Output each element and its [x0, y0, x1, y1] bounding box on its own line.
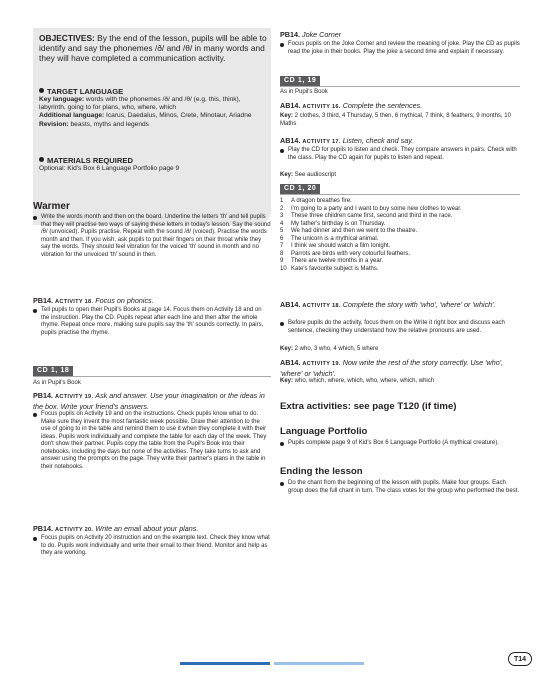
ab-ref: AB14.: [280, 358, 301, 367]
pb14-activity18-text: Tell pupils to open their Pupil's Books at page 14. Focus them on Activity 18 and on the instruction. Play the CD. Pupils repeat after each line and then after the whole rhyme. Repeat once more, making sure pupils say the 'th' sounds correctly. In pairs, pupils practise the rhyme.: [33, 307, 271, 337]
item-text: I think we should watch a film tonight.: [291, 243, 391, 249]
item-number: 5: [280, 228, 284, 234]
target-language-heading: TARGET LANGUAGE: [47, 87, 124, 96]
materials-section: [39, 156, 267, 173]
item-number: 1: [280, 198, 284, 204]
bullet-icon: [39, 157, 44, 162]
revision-text: beasts, myths and legends: [68, 120, 149, 128]
item-number: 8: [280, 250, 284, 257]
pb14-activity19-text: Focus pupils on Activity 19 and on the instructions. Check pupils know what to do. Make sure they invent the most fantastic week possible. Draw their attention to the use of going to in the table and remind them to use it when they complete it with their ideas. Pupils work individually and complete the table for each day of the week. They don't show their partner. Pupils copy the table from the Pupil's Book into their notebooks, including the days but none of the activities. They take turns to ask and answer using the prompts on the page. They write their partner's plans in the table in their notebooks.: [33, 411, 271, 471]
language-portfolio-text: Pupils complete page 9 of Kid's Box 6 Language Portfolio (A mythical creature).: [280, 440, 520, 448]
cd-1-18-note: As in Pupil's Book: [33, 380, 81, 386]
item-text: A dragon breathes fire.: [291, 198, 352, 204]
page-number: T14: [508, 652, 532, 666]
warmer-text: Write the words month and then on the board. Underline the letters 'th' and tell pupils that they will practise two ways of saying these letters in today's lesson. Say the sound /θ/ (unvoiced). Pupils practise. Repeat with the sound /ð/ (voiced). Practise the words month and then. If you wish, ask pupils to put their fingers on their throat while they say the words. They should feel vibration for the voiced 'th' sound in month and no vibration for the unvoiced 'th' sound in then.: [33, 214, 271, 259]
activity-label: ACTIVITY 18.: [54, 299, 94, 305]
audioscript-item: [280, 206, 520, 214]
additional-language-label: Additional language:: [39, 112, 105, 120]
pb14-activity19-heading: [33, 391, 271, 411]
item-text: I'm going to a party and I want to buy some new clothes to wear.: [291, 205, 462, 212]
ab14-activity17-heading: [280, 136, 520, 147]
extra-activities-heading: Extra activities: see page T120 (if time): [280, 401, 457, 412]
item-text: There are twelve months in a year.: [291, 258, 384, 264]
audioscript-list: [280, 198, 520, 273]
pb14-activity20-text: Focus pupils on Activity 20 instruction and on the example text. Check they know what to do. Pupils work individually and write their email to their friend. Monitor and help as they are working.: [33, 535, 271, 558]
activity-label: ACTIVITY 19.: [54, 394, 94, 400]
language-portfolio-heading: Language Portfolio: [280, 426, 368, 437]
additional-language-text: Icarus, Daedalus, Minos, Crete, Minotaur, Ariadne: [104, 112, 252, 120]
pb14-activity20-heading: [33, 524, 271, 535]
pb-ref: PB14.: [33, 391, 53, 400]
key-text: See audioscript: [293, 172, 337, 178]
key-label: Key:: [280, 378, 294, 384]
ab-ref: AB14.: [280, 101, 301, 110]
item-number: 7: [280, 243, 284, 249]
key-label: Key:: [280, 346, 294, 352]
ab-ref: AB14.: [280, 136, 301, 145]
cd-underline: [280, 86, 520, 87]
item-text: These three children came first, second and third in the race.: [291, 213, 453, 219]
activity-label: ACTIVITY 20.: [54, 527, 94, 533]
item-number: 10: [280, 265, 287, 272]
activity-label: ACTIVITY 16.: [302, 104, 341, 110]
ending-lesson-text: Do the chant from the beginning of the lesson with pupils. Make four groups. Each group does the full chant in turn. The class votes for the group who performed the best.: [280, 480, 520, 495]
activity-label: ACTIVITY 19.: [302, 361, 341, 367]
joke-corner-text: Focus pupils on the Joke Corner and review the meaning of joke. Play the CD as pupils read the joke in their books. Play the joke a second time and explain if necessary.: [280, 41, 520, 56]
audioscript-item: [280, 258, 520, 266]
key-label: Key:: [280, 172, 294, 178]
joke-corner-heading: [280, 30, 520, 39]
audioscript-item: [280, 213, 520, 221]
activity-title: Focus on phonics.: [95, 296, 154, 305]
cd-1-19-note: As in Pupil's Book: [280, 89, 328, 95]
activity-label: ACTIVITY 17.: [302, 139, 341, 145]
materials-heading: MATERIALS REQUIRED: [47, 156, 133, 165]
materials-text: Optional: Kid's Box 6 Language Portfolio page 9: [39, 165, 180, 172]
audioscript-item: [280, 243, 520, 251]
ab14-activity18-key: [280, 346, 520, 354]
key-language-text: words with the phonemes /ð/ and /θ/ (e.g. this, think), labyrinth, going to for plans, who, where, which: [39, 96, 241, 112]
activity-label: ACTIVITY 18.: [302, 303, 341, 309]
cd-1-18-badge: CD 1, 18: [33, 366, 73, 376]
item-text: We had dinner and then we went to the theatre.: [291, 228, 418, 234]
pb-ref: PB14.: [33, 524, 53, 533]
key-text: 2 who, 3 who, 4 which, 5 where: [293, 346, 379, 352]
key-language-label: Key language:: [39, 96, 85, 103]
key-label: Key:: [280, 113, 294, 119]
item-number: 2: [280, 205, 284, 212]
item-text: My father's birthday is on Thursday.: [291, 220, 386, 227]
objectives-block: [39, 33, 267, 64]
activity-title: Now write the rest of the story correctly. Use 'who', 'where' or 'which'.: [280, 358, 504, 378]
pb-ref: PB14.: [33, 296, 53, 305]
revision-label: Revision:: [39, 120, 69, 128]
target-language-section: [39, 87, 267, 129]
item-number: 3: [280, 213, 284, 219]
ab-ref: AB14.: [280, 300, 301, 309]
pb-ref: PB14.: [280, 30, 300, 39]
item-number: 9: [280, 258, 284, 264]
ab14-activity17-key: [280, 172, 520, 180]
item-text: The unicorn is a mythical animal.: [291, 235, 379, 242]
ab14-activity16-heading: [280, 101, 520, 112]
activity-title: Complete the story with 'who', 'where' or 'which'.: [342, 300, 496, 309]
key-text: 2 clothes, 3 third, 4 Thursday, 5 then, 6 mythical, 7 think, 8 feathers, 9 months, 10 Maths: [280, 113, 511, 127]
warmer-heading: Warmer: [33, 201, 70, 212]
activity-title: Listen, check and say.: [342, 136, 414, 145]
ab14-activity16-key: [280, 113, 520, 128]
audioscript-item: [280, 221, 520, 229]
ab14-activity17-text: Play the CD for pupils to listen and check. They compare answers in pairs. Check with the class. Play the CD again for pupils to listen and repeat.: [280, 147, 520, 162]
footer-bar-left: [180, 662, 270, 665]
audioscript-item: [280, 251, 520, 259]
activity-title: Ask and answer. Use your imagination or the ideas in the box. Write your friend's answers.: [33, 391, 265, 411]
ab14-activity18-text: Before pupils do the activity, focus them on the Write it right box and discuss each sentence, checking they understand how the relative pronouns are used.: [280, 320, 520, 335]
objectives-text: By the end of the lesson, pupils will be able to identify and say the phonemes /ð/ and /θ/ in many words and they will have completed a communication activity.: [39, 33, 267, 64]
objectives-panel: [33, 28, 271, 225]
ab14-activity19-key: [280, 378, 520, 386]
item-number: 4: [280, 220, 284, 227]
cd-1-19-badge: CD 1, 19: [280, 76, 320, 86]
bullet-icon: [39, 88, 44, 93]
audioscript-item: [280, 266, 520, 274]
cd-underline: [280, 194, 520, 195]
cd-underline: [33, 376, 271, 377]
ab14-activity19-heading: [280, 358, 520, 378]
item-text: Parrots are birds with very colourful feathers.: [291, 250, 411, 257]
joke-corner-title: Joke Corner: [301, 30, 342, 39]
pb14-activity18-heading: [33, 296, 271, 307]
objectives-label: OBJECTIVES:: [39, 33, 95, 43]
audioscript-item: [280, 228, 520, 236]
ab14-activity18-heading: [280, 300, 520, 311]
ending-lesson-heading: Ending the lesson: [280, 466, 363, 477]
cd-1-20-badge: CD 1, 20: [280, 184, 320, 194]
key-text: who, which, where, which, who, where, which, which: [293, 378, 435, 384]
audioscript-item: [280, 198, 520, 206]
item-number: 6: [280, 235, 284, 242]
audioscript-item: [280, 236, 520, 244]
activity-title: Complete the sentences.: [342, 101, 423, 110]
footer-bar-right: [274, 662, 364, 665]
item-text: Kate's favourite subject is Maths.: [291, 265, 379, 272]
activity-title: Write an email about your plans.: [95, 524, 199, 533]
